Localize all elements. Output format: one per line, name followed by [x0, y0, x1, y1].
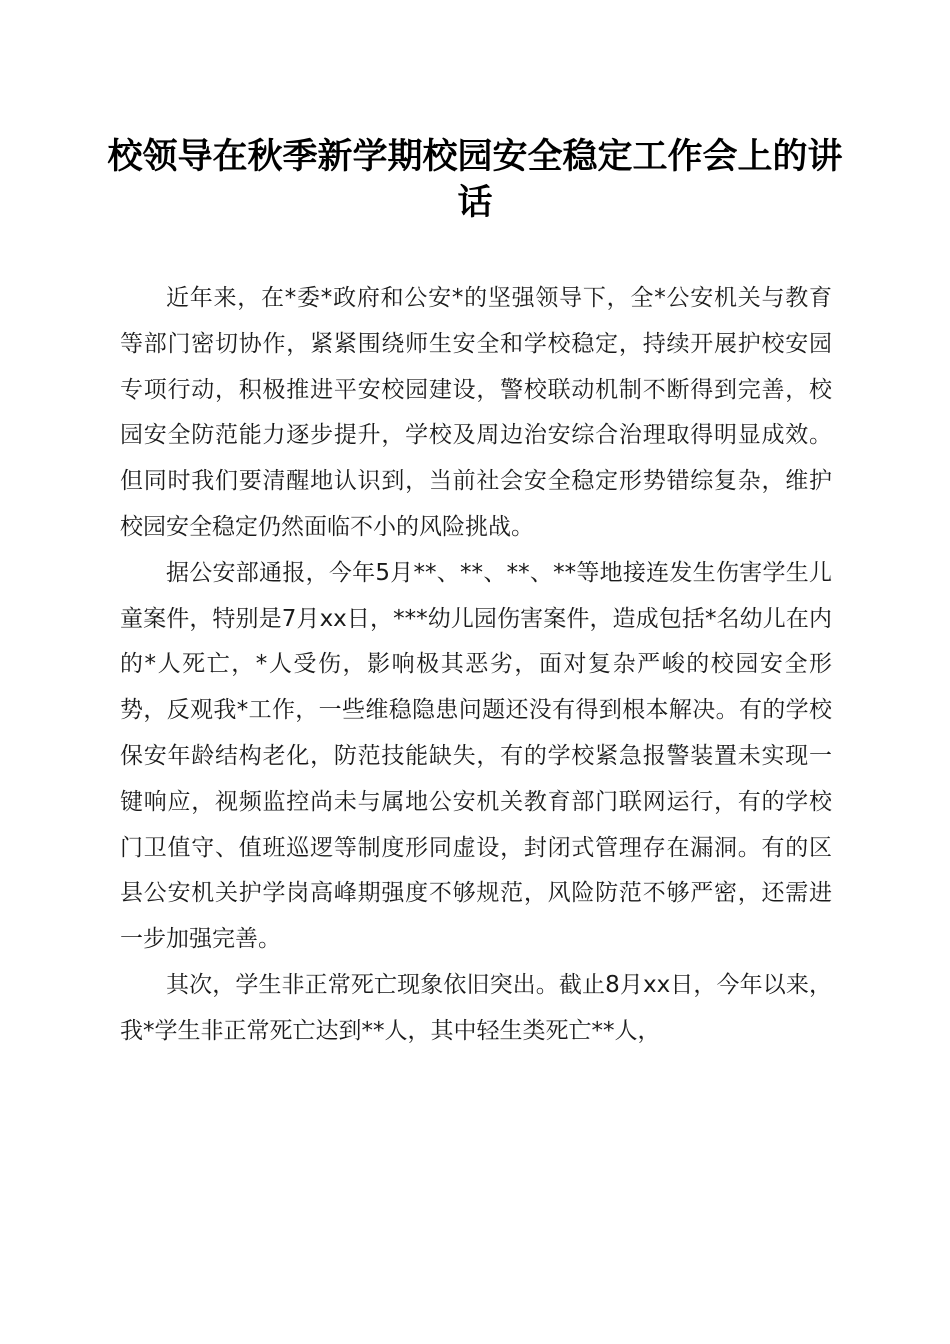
- paragraph-2: 据公安部通报，今年5月**、**、**、**等地接连发生伤害学生儿童案件，特别是7月xx日，***幼儿园伤害案件，造成包括*名幼儿在内的*人死亡，*人受伤，影响极其恶劣，面对复杂严峻的校园安全形势，反观我*工作，一些维稳隐患问题还没有得到根本解决。有的学校保安年龄结构老化，防范技能缺失，有的学校紧急报警装置未实现一键响应，视频监控尚未与属地公安机关教育部门联网运行，有的学校门卫值守、值班巡逻等制度形同虚设，封闭式管理存在漏洞。有的区县公安机关护学岗高峰期强度不够规范，风险防范不够严密，还需进一步加强完善。: [120, 559, 832, 953]
- paragraph-3: 其次，学生非正常死亡现象依旧突出。截止8月xx日，今年以来，我*学生非正常死亡达到**人，其中轻生类死亡**人，: [120, 971, 832, 1044]
- paragraph-1: 近年来，在*委*政府和公安*的坚强领导下，全*公安机关与教育等部门密切协作，紧紧围绕师生安全和学校稳定，持续开展护校安园专项行动，积极推进平安校园建设，警校联动机制不断得到完善，校园安全防范能力逐步提升，学校及周边治安综合治理取得明显成效。但同时我们要清醒地认识到，当前社会安全稳定形势错综复杂，维护校园安全稳定仍然面临不小的风险挑战。: [120, 285, 832, 540]
- document-title: 校领导在秋季新学期校园安全稳定工作会上的讲话: [107, 136, 843, 223]
- document-body: [120, 276, 832, 1055]
